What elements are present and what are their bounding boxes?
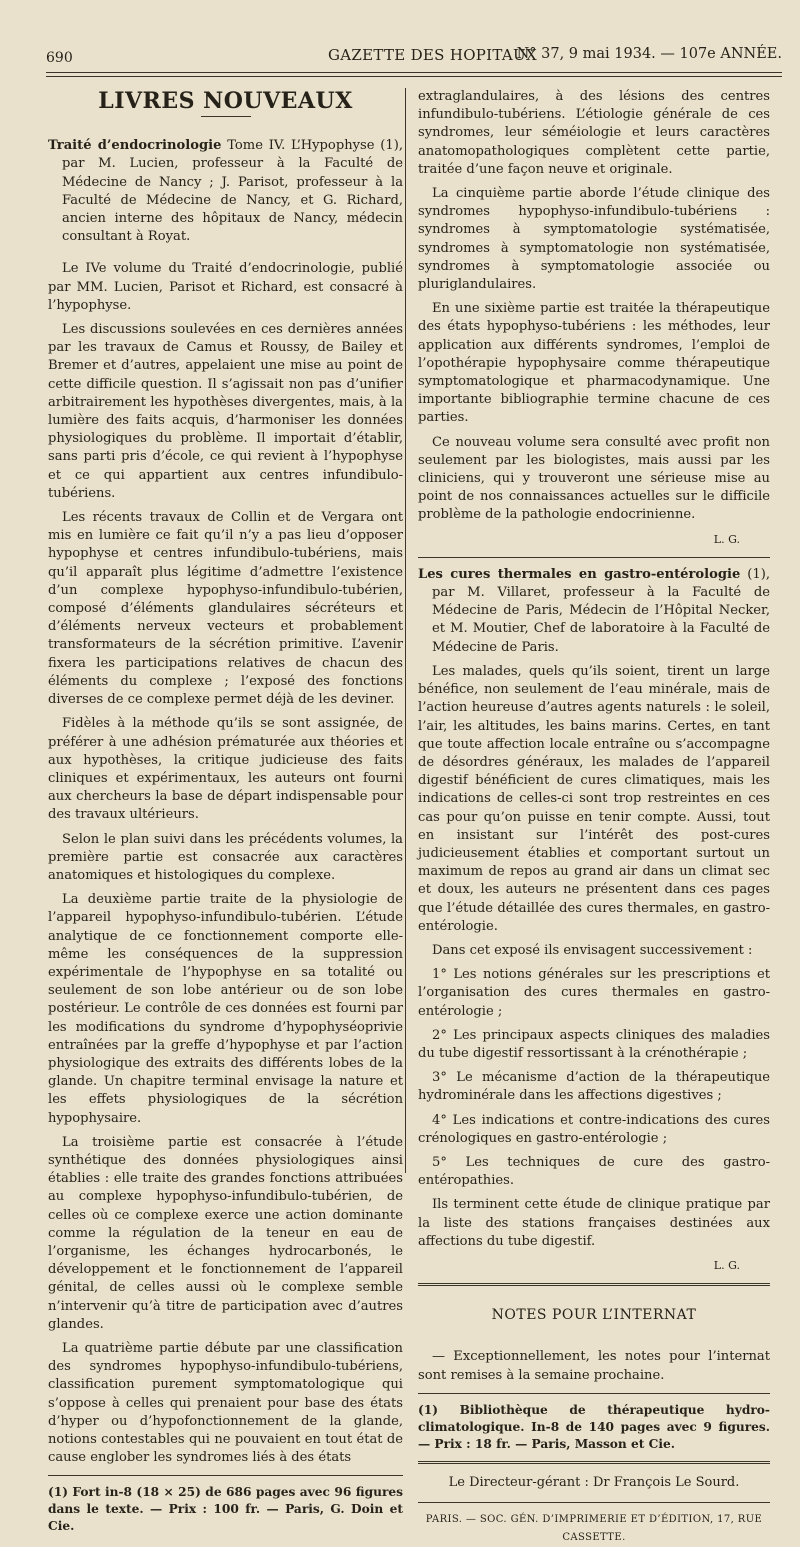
right-paragraph-1: extraglandulaires, à des lésions des centres infundibulo-tubériens. L’étiologie générale de ces syndromes, leur séméiologie et leurs caractères anatomopathologiques complètent cette partie, traitée d’une façon neuve et originale.: [418, 89, 770, 177]
left-paragraph-4: Fidèles à la méthode qu’ils se sont assignée, de préférer à une adhésion prématurée aux théories et aux hypothèses, la critique judicieuse des faits cliniques et expérimentaux, les auteurs ont fourni aux chercheurs la base de départ indispensable pour des travaux ultérieurs.: [48, 716, 403, 823]
section-title: LIVRES NOUVEAUX: [98, 88, 353, 114]
left-paragraph-1: Le IVe volume du Traité d’endocrinologie, publié par MM. Lucien, Parisot et Richard, est consacré à l’hypophyse.: [48, 261, 403, 313]
list-item-4: 4° Les indications et contre-indications des cures crénologiques en gastro-entérologie ;: [418, 1112, 770, 1146]
page-number: 690: [46, 50, 73, 66]
list-item-3: 3° Le mécanisme d’action de la thérapeutique hydrominérale dans les affections digestives ;: [418, 1070, 770, 1104]
right-paragraph-2: La cinquième partie aborde l’étude clinique des syndromes hypophyso-infundibulo-tubériens : syndromes à symptomatologie systématisée, syndromes à symptomatologie non systématisée, syndromes à symptomatologie associée ou pluriglandulaires.: [418, 186, 770, 293]
book2-title: Les cures thermales en gastro-entérologie: [418, 566, 741, 582]
director-line: Le Directeur-gérant : Dr François Le Sourd.: [448, 1474, 740, 1490]
header-rule: [46, 72, 782, 73]
right-column: [418, 88, 770, 1547]
issue-year-word: ANNÉE.: [720, 46, 782, 62]
list-item-2: 2° Les principaux aspects cliniques des maladies du tube digestif ressortissant à la crénothérapie ;: [418, 1027, 770, 1061]
header-rule-2: [46, 76, 782, 77]
left-paragraph-2: Les discussions soulevées en ces dernières années par les travaux de Camus et Roussy, de Bailey et Bremer et d’autres, appelaient une mise au point de cette difficile question. Il s’agissait non pas d’unifier arbitrairement les hypothèses divergentes, mais, à la lumière des faits acquis, d’harmoniser les données physiologiques du problème. Il importait d’établir, sans parti pris d’école, ce qui revient à l’hypophyse et ce qui appartient aux centres infundibulo-tubériens.: [48, 322, 403, 501]
signature-1: L. G.: [713, 532, 740, 546]
book2-ref: (1), par M. Villaret, professeur à la Faculté de Médecine de Paris, Médecin de l’Hôpital Necker, et M. Moutier, Chef de laboratoire à la Faculté de Médecine de Paris.: [432, 566, 770, 655]
signature-2: L. G.: [713, 1258, 740, 1272]
director-rule: [418, 1461, 770, 1464]
right-paragraph-5: Les malades, quels qu’ils soient, tirent un large bénéfice, non seulement de l’eau minérale, mais de l’action heureuse d’autres agents naturels : le soleil, l’air, les altitudes, les bains marins. Certes, en tant que toute affection locale entraîne ou s’accompagne de désordres généraux, les malades de l’appareil digestif bénéficient de cures climatiques, mais les indications de celles-ci sont trop restreintes en ces cas pour qu’on puisse en tenir compte. Aussi, tout en insistant sur l’intérêt des post-cures judicieusement établies et comportant surtout un maximum de repos au grand air dans un climat sec et doux, les auteurs ne présentent dans ces pages que l’étude détaillée des cures thermales, en gastro-entérologie.: [418, 663, 770, 934]
left-footnote: (1) Fort in-8 (18 × 25) de 686 pages avec 96 figures dans le texte. — Prix : 100 fr. — Paris, G. Doin et Cie.: [48, 1485, 403, 1534]
right-paragraph-3: En une sixième partie est traitée la thérapeutique des états hypophyso-tubériens : les méthodes, leur application aux différents syndromes, l’emploi de l’opothérapie hypophysaire comme thérapeutique symptomatologique et pharmacodynamique. Une importante bibliographie termine chacune de ces parties.: [418, 301, 770, 426]
issue-number: N° 37, 9 mai 1934. — 107e: [516, 46, 716, 62]
entry-rule: [418, 557, 770, 558]
notes-title: NOTES POUR L’INTERNAT: [491, 1307, 697, 1324]
journal-title: GAZETTE DES HOPITAUX: [328, 46, 537, 64]
right-paragraph-6: Dans cet exposé ils envisagent successivement :: [432, 942, 753, 958]
left-column: [48, 88, 403, 1541]
footnote-rule: [48, 1475, 403, 1476]
right-footnote: (1) Bibliothèque de thérapeutique hydro-climatologique. In-8 de 140 pages avec 9 figures. — Prix : 18 fr. — Paris, Masson et Cie.: [418, 1402, 770, 1451]
left-paragraph-6: La deuxième partie traite de la physiologie de l’appareil hypophyso-infundibulo-tubérien. L’étude analytique de ce fonctionnement comporte elle-même les conséquences de la suppression expérimentale de l’hypophyse en sa totalité ou seulement de son lobe antérieur ou de son lobe postérieur. Le contrôle de ces données est fourni par les modifications du syndrome d’hypophyséoprivie entraînées par la greffe d’hypophyse et par l’action physiologique des extraits des différents lobes de la glande. Un chapitre terminal envisage la nature et les effets physiologiques de la sécrétion hypophysaire.: [48, 892, 403, 1126]
book1-title: Traité d’endocrinologie: [48, 138, 222, 154]
notes-text: — Exceptionnellement, les notes pour l’internat sont remises à la semaine prochaine.: [418, 1349, 770, 1383]
left-paragraph-8: La quatrième partie débute par une classification des syndromes hypophyso-infundibulo-tubériens, classification purement symptomatologique qui s’oppose à celles qui prenaient pour base des états d’hyper ou d’hypofonctionnement de la glande, notions contestables qui ne pouvaient en tout état de cause englober les syndromes liés à des états: [48, 1341, 403, 1466]
printer-line: PARIS. — SOC. GÉN. D’IMPRIMERIE ET D’ÉDITION, 17, RUE CASSETTE.: [425, 1514, 763, 1544]
book1-entry: [48, 137, 403, 246]
list-item-5: 5° Les techniques de cure des gastro-entéropathies.: [418, 1154, 770, 1189]
right-paragraph-4: Ce nouveau volume sera consulté avec profit non seulement par les biologistes, mais aussi par les cliniciens, qui y trouveront une sérieuse mise au point de nos connaissances actuelles sur le difficile problème de la pathologie endocrinienne.: [418, 434, 770, 523]
column-divider: [405, 88, 406, 1173]
left-paragraph-3: Les récents travaux de Collin et de Vergara ont mis en lumière ce fait qu’il n’y a pas lieu d’opposer hypophyse et centres infundibulo-tubériens, mais qu’il apparaît plus légitime d’admettre l’existence d’un complexe hypophyso-infundibulo-tubérien, composé d’éléments glandulaires sécréteurs et d’éléments nerveux vecteurs et probablement transformateurs de la sécrétion primitive. L’avenir fixera les participations relatives de chacun des éléments du complexe ; l’exposé des fonctions diverses de ce complexe permet déjà de les deviner.: [48, 510, 403, 708]
list-item-1: 1° Les notions générales sur les prescriptions et l’organisation des cures thermales en gastro-entérologie ;: [418, 967, 770, 1019]
title-rule: [201, 116, 251, 117]
issue-info: [517, 46, 782, 62]
footnote2-rule: [418, 1393, 770, 1394]
book2-entry: [418, 566, 770, 657]
printer-rule: [418, 1502, 770, 1503]
left-paragraph-5: Selon le plan suivi dans les précédents volumes, la première partie est consacrée aux caractères anatomiques et histologiques du complexe.: [48, 831, 403, 883]
page-header: [46, 46, 782, 70]
book1-ref: Tome IV. L’Hypophyse (1), par M. Lucien, professeur à la Faculté de Médecine de Nancy ; J. Parisot, professeur à la Faculté de Médecine de Nancy, et G. Richard, ancien interne des hôpitaux de Nancy, médecin consultant à Royat.: [62, 138, 403, 245]
right-closing: Ils terminent cette étude de clinique pratique par la liste des stations françaises destinées aux affections du tube digestif.: [418, 1197, 770, 1249]
left-paragraph-7: La troisième partie est consacrée à l’étude synthétique des données physiologiques ainsi établies : elle traite des grandes fonctions attribuées au complexe hypophyso-infundibulo-tubérien, de celles où ce complexe exerce une action dominante comme la régulation de la teneur en eau de l’organisme, les échanges hydrocarbonés, le développement et le fonctionnement de l’appareil génital, de celles aussi où le complexe semble n’intervenir qu’à titre de participation avec d’autres glandes.: [48, 1134, 403, 1332]
section-rule: [418, 1283, 770, 1286]
